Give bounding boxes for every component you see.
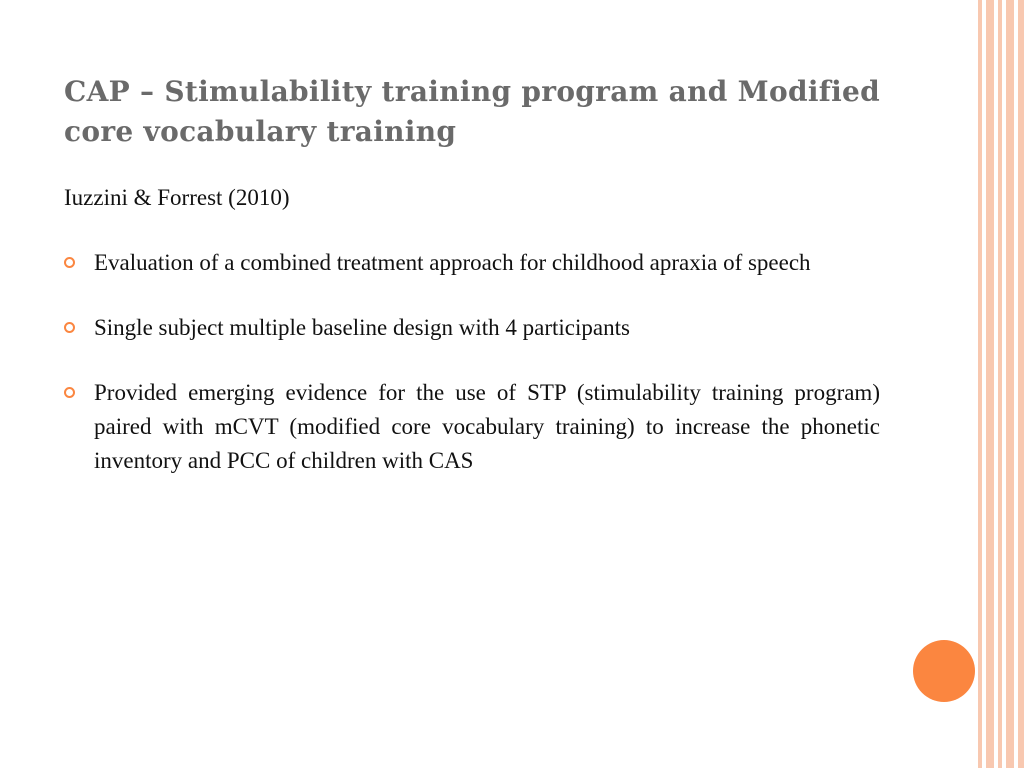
bullet-list [64,246,880,509]
bullet-text: Provided emerging evidence for the use of STP (stimulability training program) paired with mCVT (modified core vocabulary training) to increase the phonetic inventory and PCC of children with CAS [94,380,880,473]
bullet-text: Evaluation of a combined treatment approach for childhood apraxia of speech [94,250,811,275]
decorative-stripe [978,0,982,768]
decorative-stripe [998,0,1002,768]
bullet-item [64,311,880,345]
bullet-text: Single subject multiple baseline design with 4 participants [94,315,630,340]
bullet-item [64,376,880,478]
hollow-circle-bullet-icon [64,322,75,333]
decorative-stripe [1018,0,1024,768]
citation: Iuzzini & Forrest (2010) [64,185,290,210]
slide-title: CAP – Stimulability training program and Modified core vocabulary training [64,75,881,148]
decorative-circle-icon [913,640,975,702]
bullet-item [64,246,880,280]
decorative-stripe [1006,0,1014,768]
hollow-circle-bullet-icon [64,387,75,398]
hollow-circle-bullet-icon [64,257,75,268]
decorative-stripe [986,0,994,768]
